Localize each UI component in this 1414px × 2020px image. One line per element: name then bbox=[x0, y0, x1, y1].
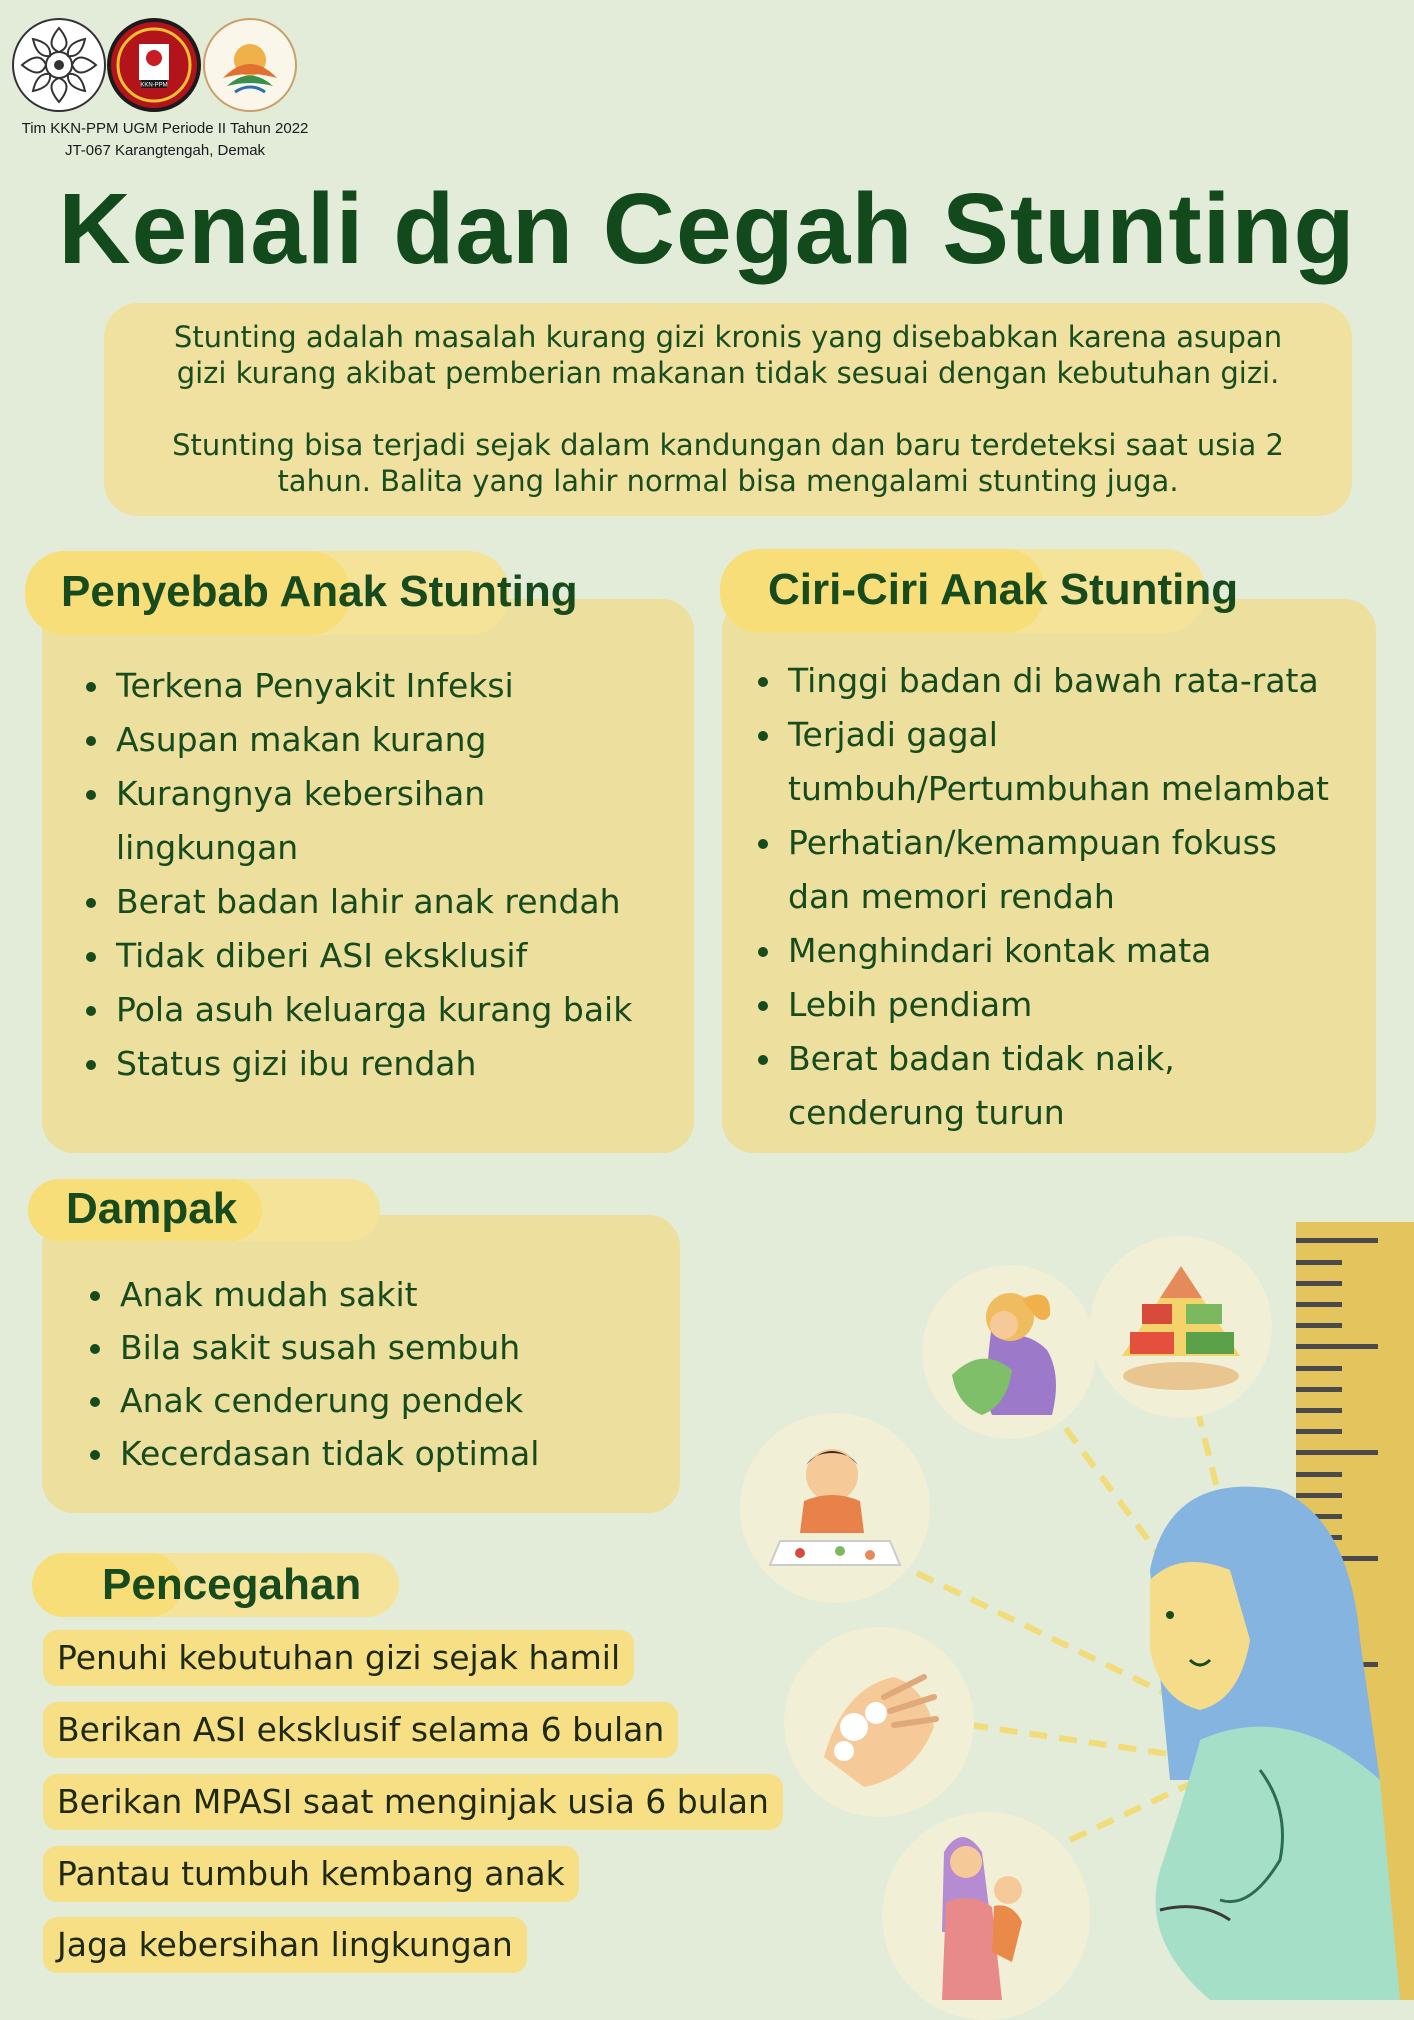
list-item: Anak cenderung pendek bbox=[86, 1374, 646, 1427]
list-item: Pola asuh keluarga kurang baik bbox=[82, 983, 682, 1037]
ugm-logo-icon bbox=[12, 18, 106, 112]
intro-paragraph-2: Stunting bisa terjadi sejak dalam kandungan dan baru terdeteksi saat usia 2 tahun. Balita yang lahir normal bisa mengalami stunting juga. bbox=[172, 428, 1284, 498]
penyebab-list bbox=[82, 659, 682, 1091]
list-item: Status gizi ibu rendah bbox=[82, 1037, 682, 1091]
kkn-ppm-logo-icon bbox=[107, 18, 201, 112]
list-item: Tidak diberi ASI eksklusif bbox=[82, 929, 682, 983]
intro-box bbox=[104, 303, 1352, 516]
breastfeeding-mother-icon bbox=[922, 1265, 1096, 1439]
kkn-logo-text: KKN-PPM bbox=[140, 82, 168, 89]
ciri-list bbox=[754, 654, 1364, 1140]
org-line-1: Tim KKN-PPM UGM Periode II Tahun 2022 bbox=[21, 120, 309, 137]
pregnant-woman-icon bbox=[1110, 1480, 1414, 2000]
prevention-item: Penuhi kebutuhan gizi sejak hamil bbox=[43, 1630, 634, 1686]
page-title: Kenali dan Cegah Stunting bbox=[58, 173, 1356, 285]
list-item: Berat badan tidak naik, cenderung turun bbox=[754, 1032, 1258, 1140]
list-item: Asupan makan kurang bbox=[82, 713, 682, 767]
dampak-heading: Dampak bbox=[66, 1184, 238, 1233]
dampak-list bbox=[86, 1268, 646, 1480]
list-item: Berat badan lahir anak rendah bbox=[82, 875, 682, 929]
list-item: Anak mudah sakit bbox=[86, 1268, 646, 1321]
prevention-item: Berikan MPASI saat menginjak usia 6 bulan bbox=[43, 1774, 783, 1830]
village-logo-icon bbox=[203, 18, 297, 112]
list-item: Perhatian/kemampuan fokuss dan memori rendah bbox=[754, 816, 1318, 924]
mother-holding-child-icon bbox=[882, 1812, 1090, 2020]
pencegahan-heading: Pencegahan bbox=[102, 1560, 362, 1609]
handwashing-icon bbox=[784, 1627, 974, 1817]
penyebab-heading: Penyebab Anak Stunting bbox=[61, 567, 578, 616]
ciri-heading: Ciri-Ciri Anak Stunting bbox=[768, 565, 1239, 614]
list-item: Bila sakit susah sembuh bbox=[86, 1321, 646, 1374]
intro-paragraph-1: Stunting adalah masalah kurang gizi kronis yang disebabkan karena asupan gizi kurang akibat pemberian makanan tidak sesuai dengan kebutuhan gizi. bbox=[173, 320, 1283, 390]
list-item: Kurangnya kebersihan lingkungan bbox=[82, 767, 536, 875]
list-item: Terkena Penyakit Infeksi bbox=[82, 659, 682, 713]
food-pyramid-icon bbox=[1090, 1236, 1272, 1418]
prevention-item: Jaga kebersihan lingkungan bbox=[43, 1917, 527, 1973]
child-eating-icon bbox=[740, 1413, 930, 1603]
list-item: Kecerdasan tidak optimal bbox=[86, 1427, 646, 1480]
list-item: Terjadi gagal tumbuh/Pertumbuhan melambat bbox=[754, 708, 1364, 816]
list-item: Menghindari kontak mata bbox=[754, 924, 1364, 978]
list-item: Lebih pendiam bbox=[754, 978, 1364, 1032]
prevention-item: Berikan ASI eksklusif selama 6 bulan bbox=[43, 1702, 678, 1758]
list-item: Tinggi badan di bawah rata-rata bbox=[754, 654, 1364, 708]
org-line-2: JT-067 Karangtengah, Demak bbox=[64, 142, 266, 159]
prevention-item: Pantau tumbuh kembang anak bbox=[43, 1846, 579, 1902]
